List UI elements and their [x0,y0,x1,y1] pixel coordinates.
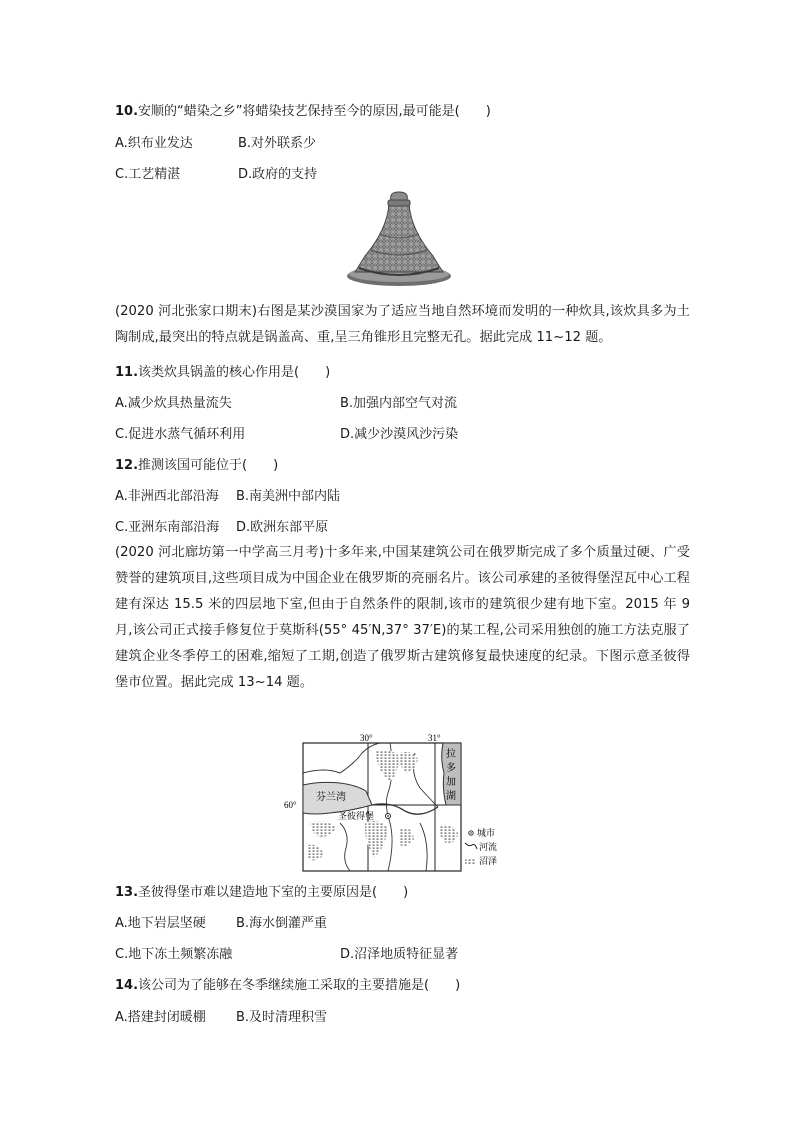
city-label: 圣彼得堡 [338,812,375,822]
question-number: 12. [115,458,139,473]
option-d: D.减少沙漠风沙污染 [340,427,459,442]
option-d: D.欧洲东部平原 [236,520,329,535]
option-b: B.南美洲中部内陆 [236,489,341,504]
option-d: D.沼泽地质特征显著 [340,947,459,962]
option-a: A.减少炊具热量流失 [115,396,232,411]
option-c: C.促进水蒸气循环利用 [115,427,246,442]
passage-intro-2: (2020 河北廊坊第一中学高三月考)十多年来,中国某建筑公司在俄罗斯完成了多个质量过硬、广受赞誉的建筑项目,这些项目成为中国企业在俄罗斯的亮丽名片。该公司承建的圣彼得堡涅瓦中心工程建有深达 15.5 米的四层地下室,但由于自然条件的限制,该市的建筑很少建有地下室。2015 年 9 月,该公司正式接手修复位于莫斯科(55° 45′N,37° 37′E)的某工程,公司采用独创的施工方法克服了建筑企业冬季停工的困难,缩短了工期,创造了俄罗斯古建筑修复最快速度的纪录。下图示意圣彼得堡市位置。据此完成 13~14 题。 [115,545,690,690]
question-stem: 圣彼得堡市难以建造地下室的主要原因是( ) [138,885,409,900]
question-number: 13. [115,885,139,900]
question-stem: 推测该国可能位于( ) [138,458,279,473]
question-number: 14. [115,978,139,993]
lake-label-3: 加 [446,777,456,788]
question-stem: 该类炊具锅盖的核心作用是( ) [138,365,331,380]
option-c: C.工艺精湛 [115,167,181,182]
question-13 [115,885,408,901]
lake-label-4: 湖 [446,791,456,802]
legend-city-label: 城市 [477,829,496,839]
longitude-31-label: 31° [428,733,441,743]
lake-label-2: 多 [446,763,456,774]
option-b: B.海水倒灌严重 [236,916,328,931]
option-b: B.加强内部空气对流 [340,396,458,411]
legend-marsh-swatch [465,858,475,864]
lake-label-1: 拉 [446,749,456,760]
option-a: A.非洲西北部沿海 [115,489,219,504]
question-number: 11. [115,365,139,380]
option-c: C.地下冻土频繁冻融 [115,947,233,962]
tagine-pot-image [345,190,453,290]
legend-river-label: 河流 [479,843,498,853]
option-d: D.政府的支持 [238,167,318,182]
option-a: A.地下岩层坚硬 [115,916,206,931]
longitude-30-label: 30° [360,733,373,743]
latitude-60-label: 60° [284,800,297,810]
st-petersburg-map [280,733,500,875]
option-b: B.对外联系少 [238,136,317,151]
question-10 [115,104,491,120]
question-stem: 安顺的“蜡染之乡”将蜡染技艺保持至今的原因,最可能是( ) [138,104,491,119]
gulf-of-finland-label: 芬兰湾 [316,792,346,803]
question-11 [115,365,330,381]
question-number: 10. [115,104,139,119]
question-12 [115,458,278,474]
option-b: B.及时清理积雪 [236,1010,328,1025]
option-c: C.亚洲东南部沿海 [115,520,220,535]
question-stem: 该公司为了能够在冬季继续施工采取的主要措施是( ) [138,978,461,993]
legend-marsh-label: 沼泽 [479,857,498,867]
passage-intro-1: (2020 河北张家口期末)右图是某沙漠国家为了适应当地自然环境而发明的一种炊具,该炊具多为土陶制成,最突出的特点就是锅盖高、重,呈三角锥形且完整无孔。据此完成 11~12 题。 [115,304,690,345]
option-a: A.搭建封闭暖棚 [115,1010,206,1025]
question-14 [115,978,460,994]
option-a: A.织布业发达 [115,136,193,151]
